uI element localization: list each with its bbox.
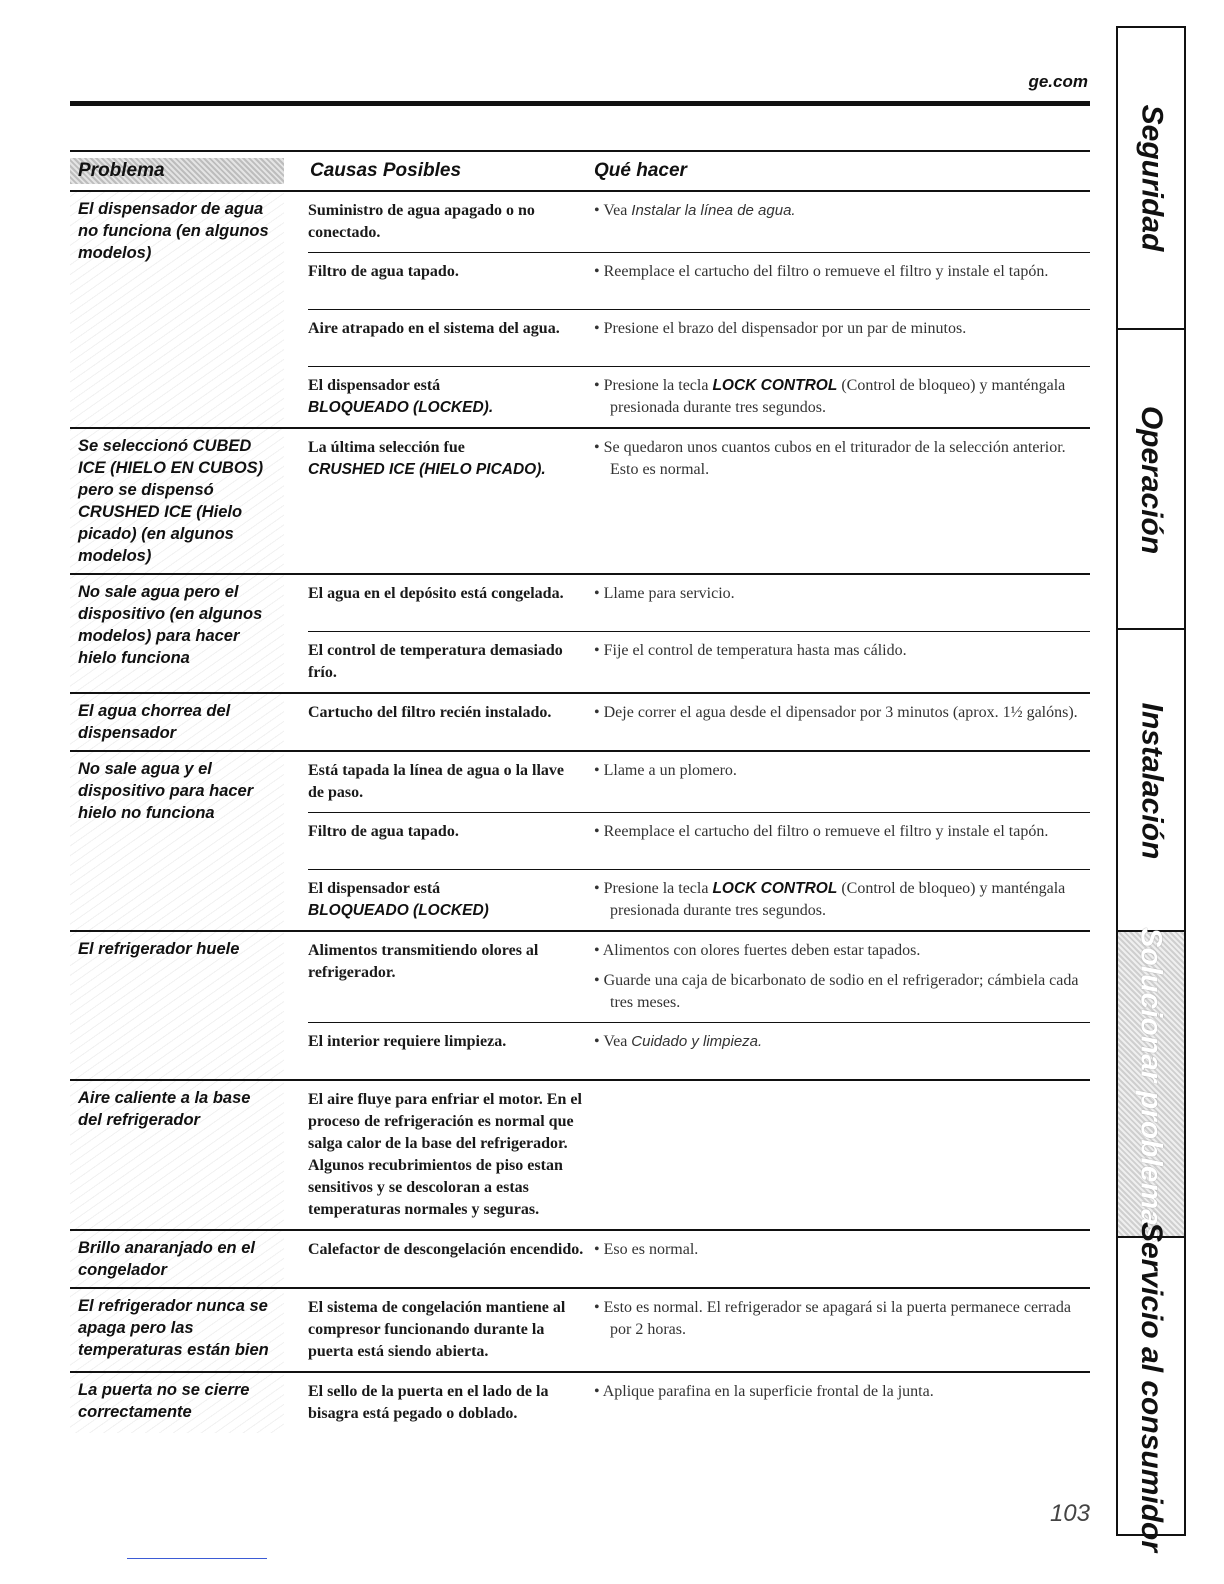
causes-column [308,694,1090,750]
cause-text: El dispensador está [308,880,441,897]
fix-item [594,318,1090,340]
fix-text: Vea [603,202,632,219]
causes-column [308,932,1090,1079]
fix-text: Reemplace el cartucho del filtro o remueve el filtro y instale el tapón. [603,263,1049,280]
tab-label: Servicio al consumidor [1135,1221,1169,1553]
tab-instalacion[interactable] [1118,628,1184,932]
fix-text: Presione el brazo del dispensador por un par de minutos. [603,320,967,337]
problem-group [70,1371,1090,1433]
fix-key-label: LOCK CONTROL [712,377,838,394]
fix-header: Qué hacer [594,160,687,181]
fix-text: Aplique parafina en la superficie frontal de la junta. [602,1383,934,1400]
problem-text: No sale agua y el dispositivo para hacer hielo no funciona [70,752,284,930]
fix-item [594,1381,1090,1403]
fix-item [594,1031,1090,1053]
fix-item [594,583,1090,605]
bullet-icon: • [594,642,604,659]
fix-reference: Instalar la línea de agua. [631,202,796,219]
fix-cell [594,583,1090,623]
causes-column [308,575,1090,692]
fix-text: Vea [603,1033,632,1050]
fix-cell [594,1089,1090,1221]
bullet-icon: • [594,823,604,840]
cause-cell [308,375,594,419]
cause-cell [308,200,594,244]
causes-column [308,752,1090,930]
table-row [308,192,1090,252]
bullet-icon: • [594,320,604,337]
fix-item [594,821,1090,843]
cause-cell [308,760,594,804]
fix-item [594,1239,1090,1261]
cause-cell [308,1239,594,1279]
tab-seguridad[interactable] [1118,28,1184,328]
tab-servicio-al-consumidor[interactable] [1118,1221,1184,1553]
fix-text: Fije el control de temperatura hasta mas cálido. [603,642,907,659]
footer-link-underline [127,1558,267,1559]
fix-text: Guarde una caja de bicarbonato de sodio en el refrigerador; cámbiela cada tres meses. [603,972,1079,1011]
tab-label: Seguridad [1135,104,1169,252]
table-row [308,366,1090,427]
table-header [70,150,1090,190]
tab-label: Solucionar problemas [1135,927,1169,1243]
causes-column [308,1231,1090,1287]
fix-cell [594,200,1090,244]
top-rule [70,101,1090,106]
troubleshooting-table [70,150,1090,1433]
problem-group [70,573,1090,692]
table-row [308,812,1090,869]
fix-item [594,375,1090,419]
bullet-icon: • [594,439,604,456]
bullet-icon: • [594,202,604,219]
bullet-icon: • [594,880,604,897]
cause-emphasis: CRUSHED ICE (HIELO PICADO). [308,461,546,478]
bullet-icon: • [594,1383,603,1400]
cause-text: Suministro de agua apagado o no conectado. [308,202,535,241]
cause-text: Cartucho del filtro recién instalado. [308,704,552,721]
problem-text: Brillo anaranjado en el congelador [70,1231,284,1287]
cause-text: Calefactor de descongelación encendido. [308,1241,584,1258]
problem-text: El refrigerador huele [70,932,284,1079]
tab-label: Instalación [1135,702,1168,860]
cause-cell [308,318,594,358]
fix-cell [594,1031,1090,1071]
bullet-icon: • [594,1241,604,1258]
problem-group [70,750,1090,930]
cause-cell [308,821,594,861]
fix-cell [594,1297,1090,1363]
fix-item [594,200,1090,222]
fix-cell [594,318,1090,358]
fix-text: (Control de bloqueo) y manténgala presionada durante tres segundos. [610,377,1066,416]
problem-text: La puerta no se cierre correctamente [70,1373,284,1433]
cause-text: El interior requiere limpieza. [308,1033,507,1050]
cause-cell [308,1381,594,1425]
fix-cell [594,940,1090,1014]
cause-cell [308,640,594,684]
cause-text: La última selección fue [308,439,465,456]
problem-group [70,930,1090,1079]
cause-cell [308,878,594,922]
table-row [308,252,1090,309]
problem-text: El dispensador de agua no funciona (en algunos modelos) [70,192,284,427]
bullet-icon: • [594,762,604,779]
fix-key-label: LOCK CONTROL [712,880,838,897]
fix-item [594,970,1090,1014]
fix-cell [594,1239,1090,1279]
cause-cell [308,940,594,1014]
table-row [308,631,1090,692]
fix-text: Eso es normal. [603,1241,699,1258]
problem-text: El agua chorrea del dispensador [70,694,284,750]
fix-item [594,261,1090,283]
cause-text: Alimentos transmitiendo olores al refrigerador. [308,942,539,981]
problem-group [70,427,1090,573]
cause-cell [308,437,594,481]
fix-cell [594,640,1090,684]
fix-reference: Cuidado y limpieza. [631,1033,763,1050]
causes-column [308,1289,1090,1371]
cause-cell [308,583,594,623]
table-row [308,309,1090,366]
problem-text: Se seleccionó CUBED ICE (HIELO EN CUBOS) pero se dispensó CRUSHED ICE (Hielo picado) (en algunos modelos) [70,429,284,573]
problem-group [70,1229,1090,1287]
cause-cell [308,1031,594,1071]
table-body [70,190,1090,1433]
cause-text: El control de temperatura demasiado frío. [308,642,563,681]
cause-text: Está tapada la línea de agua o la llave de paso. [308,762,565,801]
cause-emphasis: BLOQUEADO (LOCKED) [308,902,489,919]
fix-cell [594,878,1090,922]
fix-cell [594,760,1090,804]
cause-cell [308,1297,594,1363]
table-row [308,752,1090,812]
fix-cell [594,702,1090,742]
cause-text: El sistema de congelación mantiene al compresor funcionando durante la puerta está siendo abierta. [308,1299,566,1360]
fix-item [594,640,1090,662]
cause-text: El agua en el depósito está congelada. [308,585,564,602]
tab-solucionar-problemas[interactable] [1118,927,1184,1243]
cause-header: Causas Posibles [310,160,462,181]
table-row [308,575,1090,631]
tab-operacion[interactable] [1118,328,1184,630]
problem-group [70,1079,1090,1229]
fix-item [594,760,1090,782]
bullet-icon: • [594,942,603,959]
cause-text: Filtro de agua tapado. [308,823,459,840]
causes-column [308,192,1090,427]
fix-cell [594,1381,1090,1425]
fix-text-pre: Presione la tecla [603,880,713,897]
fix-text: Llame a un plomero. [603,762,737,779]
page-number: 103 [1049,1500,1090,1527]
fix-text: Se quedaron unos cuantos cubos en el triturador de la selección anterior. Esto es normal. [603,439,1066,478]
bullet-icon: • [594,263,604,280]
table-row [308,932,1090,1022]
cause-text: Aire atrapado en el sistema del agua. [308,320,560,337]
cause-cell [308,702,594,742]
fix-cell [594,261,1090,301]
causes-column [308,1373,1090,1433]
fix-item [594,437,1090,481]
fix-text: Llame para servicio. [603,585,735,602]
table-row [308,1081,1090,1229]
cause-cell [308,1089,594,1221]
problem-header-cell [70,158,284,184]
problem-text: Aire caliente a la base del refrigerador [70,1081,284,1229]
bullet-icon: • [594,704,604,721]
fix-item [594,878,1090,922]
problem-group [70,190,1090,427]
fix-cell [594,375,1090,419]
fix-text: (Control de bloqueo) y manténgala presionada durante tres segundos. [610,880,1066,919]
tab-label: Operación [1135,405,1168,555]
problem-text: No sale agua pero el dispositivo (en algunos modelos) para hacer hielo funciona [70,575,284,692]
causes-column [308,429,1090,573]
cause-text: El sello de la puerta en el lado de la bisagra está pegado o doblado. [308,1383,549,1422]
fix-text: Deje correr el agua desde el dipensador por 3 minutos (aprox. 1½ galóns). [603,704,1078,721]
problem-group [70,1287,1090,1371]
cause-emphasis: BLOQUEADO (LOCKED). [308,399,494,416]
section-tabs [1116,26,1186,1553]
table-row [308,694,1090,750]
table-row [308,1231,1090,1287]
bullet-icon: • [594,585,604,602]
problem-group [70,692,1090,750]
table-row [308,429,1090,489]
table-row [308,1022,1090,1079]
causes-column [308,1081,1090,1229]
bullet-icon: • [594,1033,604,1050]
fix-item [594,1297,1090,1341]
fix-item [594,940,1090,962]
bullet-icon: • [594,377,604,394]
fix-cell [594,821,1090,861]
cause-cell [308,261,594,301]
site-url: ge.com [1028,72,1088,91]
cause-text: Filtro de agua tapado. [308,263,459,280]
fix-text: Alimentos con olores fuertes deben estar tapados. [602,942,921,959]
problem-header: Problema [78,160,165,181]
table-row [308,1373,1090,1433]
table-row [308,869,1090,930]
fix-text: Esto es normal. El refrigerador se apagará si la puerta permanece cerrada por 2 horas. [603,1299,1071,1338]
fix-text-pre: Presione la tecla [603,377,713,394]
table-row [308,1289,1090,1371]
fix-text: Reemplace el cartucho del filtro o remueve el filtro y instale el tapón. [603,823,1049,840]
fix-item [594,702,1090,724]
problem-text: El refrigerador nunca se apaga pero las temperaturas están bien [70,1289,284,1371]
cause-text: El dispensador está [308,377,441,394]
bullet-icon: • [594,1299,604,1316]
bullet-icon: • [594,972,604,989]
cause-text: El aire fluye para enfriar el motor. En el proceso de refrigeración es normal que salga calor de la base del refrigerador. Algunos recubrimientos de piso estan sensitivos y se descoloran a estas temperaturas normales y seguras. [308,1091,582,1218]
fix-cell [594,437,1090,481]
